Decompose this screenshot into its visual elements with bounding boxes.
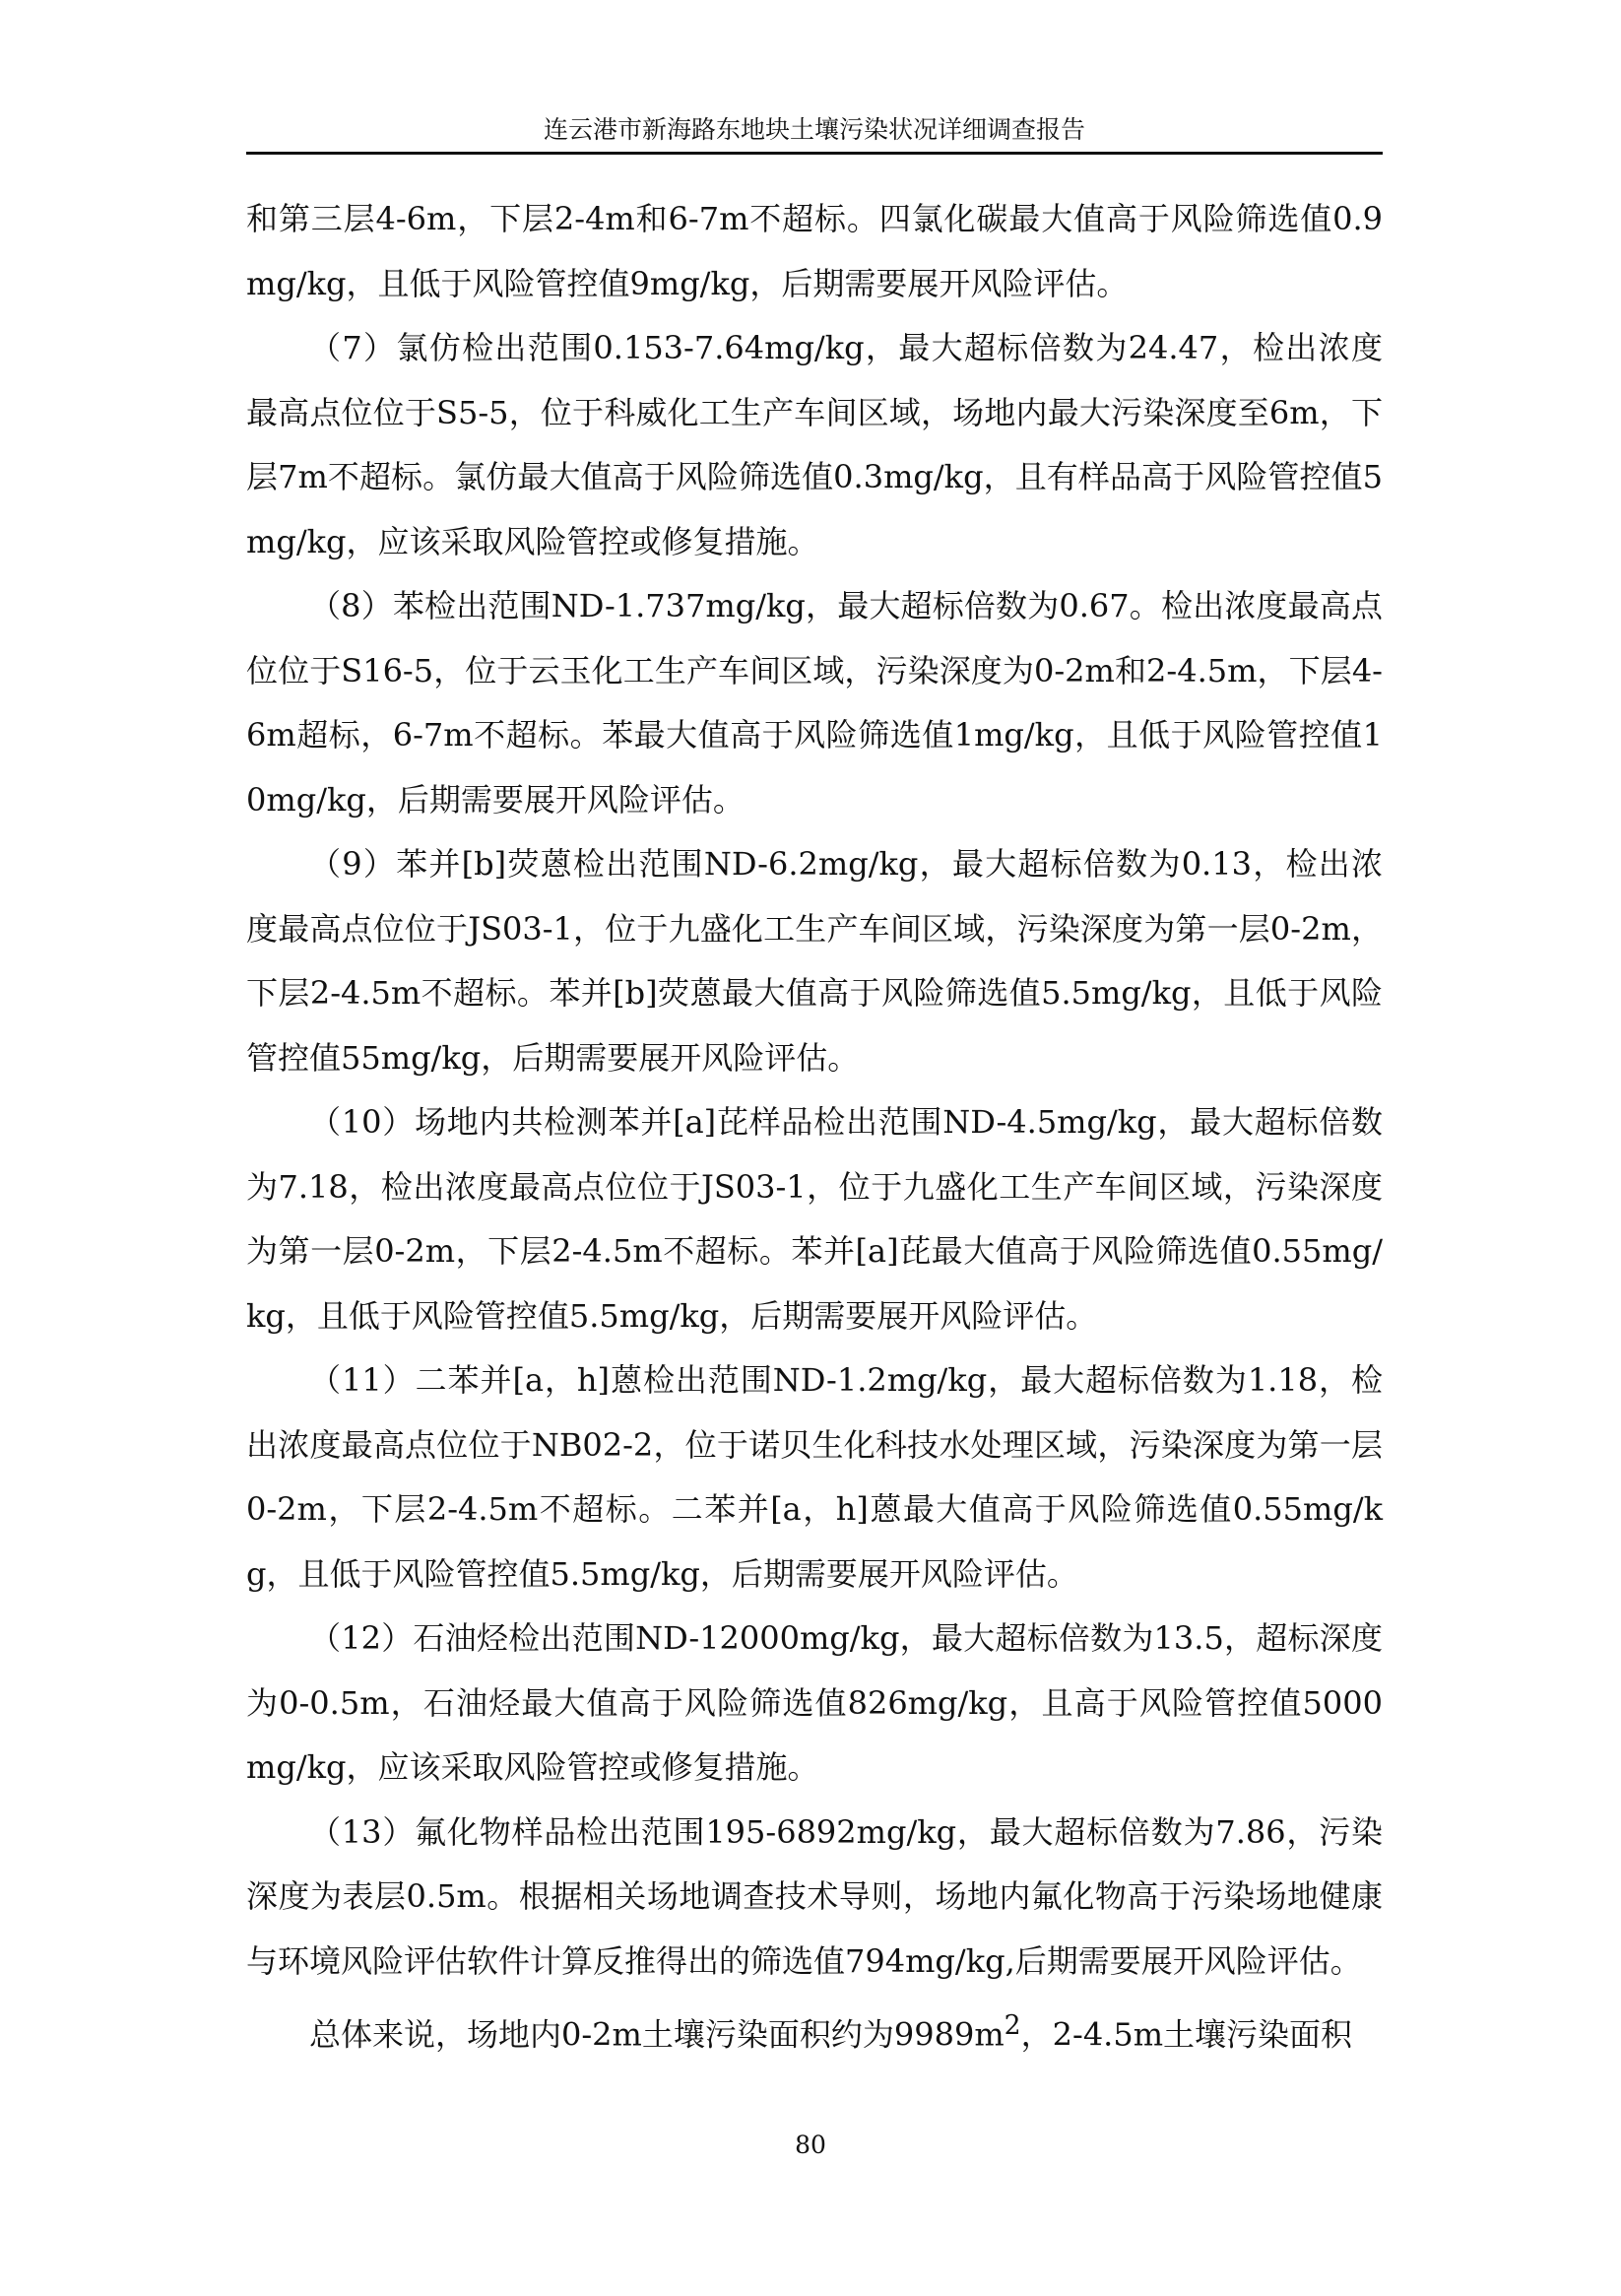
paragraph-fluoride: （13）氟化物样品检出范围195-6892mg/kg，最大超标倍数为7.86，污染深度为表层0.5m。根据相关场地调查技术导则，场地内氟化物高于污染场地健康与环境风险评估软件计算反推得出的筛选值794mg/kg,后期需要展开风险评估。 (246, 1812, 1383, 1980)
running-header: 连云港市新海路东地块土壤污染状况详细调查报告 (543, 115, 1085, 144)
summary-text-end: ，2-4.5m土壤污染面积 (1020, 2015, 1353, 2054)
paragraph-benzo-a-pyrene: （10）场地内共检测苯并[a]芘样品检出范围ND-4.5mg/kg，最大超标倍数为7.18，检出浓度最高点位位于JS03-1，位于九盛化工生产车间区域，污染深度为第一层0-2m，下层2-4.5m不超标。苯并[a]芘最大值高于风险筛选值0.55mg/kg，且低于风险管控值5.5mg/kg，后期需要展开风险评估。 (246, 1103, 1383, 1335)
summary-text-start: 总体来说，场地内0-2m土壤污染面积约为9989m (309, 2015, 1005, 2054)
paragraph-dibenz-a-h-anthracene: （11）二苯并[a，h]蒽检出范围ND-1.2mg/kg，最大超标倍数为1.18，检出浓度最高点位位于NB02-2，位于诺贝生化科技水处理区域，污染深度为第一层0-2m，下层2-4.5m不超标。二苯并[a，h]蒽最大值高于风险筛选值0.55mg/kg，且低于风险管控值5.5mg/kg，后期需要展开风险评估。 (246, 1361, 1383, 1593)
area-unit-superscript: 2 (1004, 2010, 1021, 2041)
header-rule (246, 152, 1383, 155)
body-text (246, 187, 1383, 2067)
paragraph-chloroform: （7）氯仿检出范围0.153-7.64mg/kg，最大超标倍数为24.47，检出浓度最高点位位于S5-5，位于科威化工生产车间区域，场地内最大污染深度至6m，下层7m不超标。氯仿最大值高于风险筛选值0.3mg/kg，且有样品高于风险管控值5mg/kg，应该采取风险管控或修复措施。 (246, 329, 1383, 560)
paragraph-petroleum-hydrocarbons: （12）石油烃检出范围ND-12000mg/kg，最大超标倍数为13.5，超标深度为0-0.5m，石油烃最大值高于风险筛选值826mg/kg，且高于风险管控值5000mg/kg，应该采取风险管控或修复措施。 (246, 1619, 1383, 1786)
page-number: 80 (795, 2131, 826, 2159)
paragraph-benzene: （8）苯检出范围ND-1.737mg/kg，最大超标倍数为0.67。检出浓度最高点位位于S16-5，位于云玉化工生产车间区域，污染深度为0-2m和2-4.5m，下层4-6m超标，6-7m不超标。苯最大值高于风险筛选值1mg/kg，且低于风险管控值10mg/kg，后期需要展开风险评估。 (246, 587, 1383, 819)
paragraph-continuation: 和第三层4-6m，下层2-4m和6-7m不超标。四氯化碳最大值高于风险筛选值0.9mg/kg，且低于风险管控值9mg/kg，后期需要展开风险评估。 (246, 200, 1383, 302)
paragraph-benzo-b-fluoranthene: （9）苯并[b]荧蒽检出范围ND-6.2mg/kg，最大超标倍数为0.13，检出浓度最高点位位于JS03-1，位于九盛化工生产车间区域，污染深度为第一层0-2m，下层2-4.5m不超标。苯并[b]荧蒽最大值高于风险筛选值5.5mg/kg，且低于风险管控值55mg/kg，后期需要展开风险评估。 (246, 845, 1383, 1077)
paragraph-summary (246, 1994, 1383, 2067)
